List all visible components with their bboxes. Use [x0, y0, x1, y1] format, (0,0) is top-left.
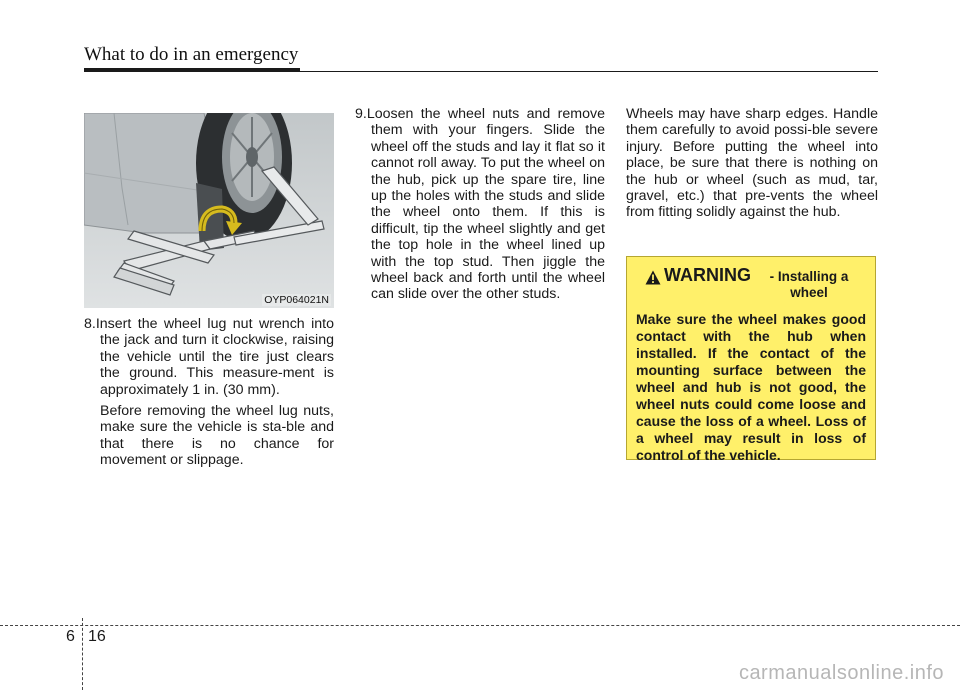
page-number: 16: [88, 628, 106, 645]
footer-rule: [0, 625, 960, 626]
sharp-edges-info: Wheels may have sharp edges. Handle them carefully to avoid possi-ble severe injury. Before putting the wheel into place, be sure that there is nothing on the hub or wheel (such as mud, tar, gravel, etc.) that pre-vents the wheel from fitting solidly against the hub.: [626, 106, 878, 221]
page-header-title: What to do in an emergency: [84, 44, 299, 65]
header-rule: [84, 71, 878, 72]
jack-drawing: [84, 113, 334, 308]
step-8-note: Before removing the wheel lug nuts, make sure the vehicle is sta-ble and that there is no chance for movement or slippage.: [100, 403, 334, 469]
warning-subtitle: - Installing a wheel: [769, 269, 849, 300]
column-middle: [355, 106, 605, 303]
warning-triangle-icon: [645, 270, 661, 285]
warning-header: [636, 265, 866, 303]
footer-divider: [82, 618, 83, 690]
jack-illustration: [84, 113, 334, 308]
figure-caption: OYP064021N: [264, 294, 329, 306]
step-8-text: 8.Insert the wheel lug nut wrench into the jack and turn it clockwise, raising the vehicle until the tire just clears the ground. This measure-ment is approximately 1 in. (30 mm).: [84, 316, 334, 398]
section-number: 6: [66, 628, 75, 645]
column-left: [84, 316, 334, 469]
step-9-text: 9.Loosen the wheel nuts and remove them with your fingers. Slide the wheel off the studs and lay it flat so it cannot roll away. To put the wheel on the hub, pick up the spare tire, line up the holes with the studs and slide the wheel onto them. If this is difficult, tip the wheel slightly and get the top hole in the wheel lined up with the top stud. Then jiggle the wheel back and forth until the wheel can slide over the other studs.: [355, 106, 605, 303]
warning-body: Make sure the wheel makes good contact with the hub when installed. If the contact of the mounting surface between the wheel and hub is not good, the wheel nuts could come loose and cause the loss of a wheel. Loss of a wheel may result in loss of control of the vehicle.: [636, 311, 866, 463]
warning-box: [626, 256, 876, 463]
watermark: carmanualsonline.info: [738, 662, 944, 684]
warning-label: WARNING: [664, 265, 751, 285]
column-right: [626, 106, 878, 221]
